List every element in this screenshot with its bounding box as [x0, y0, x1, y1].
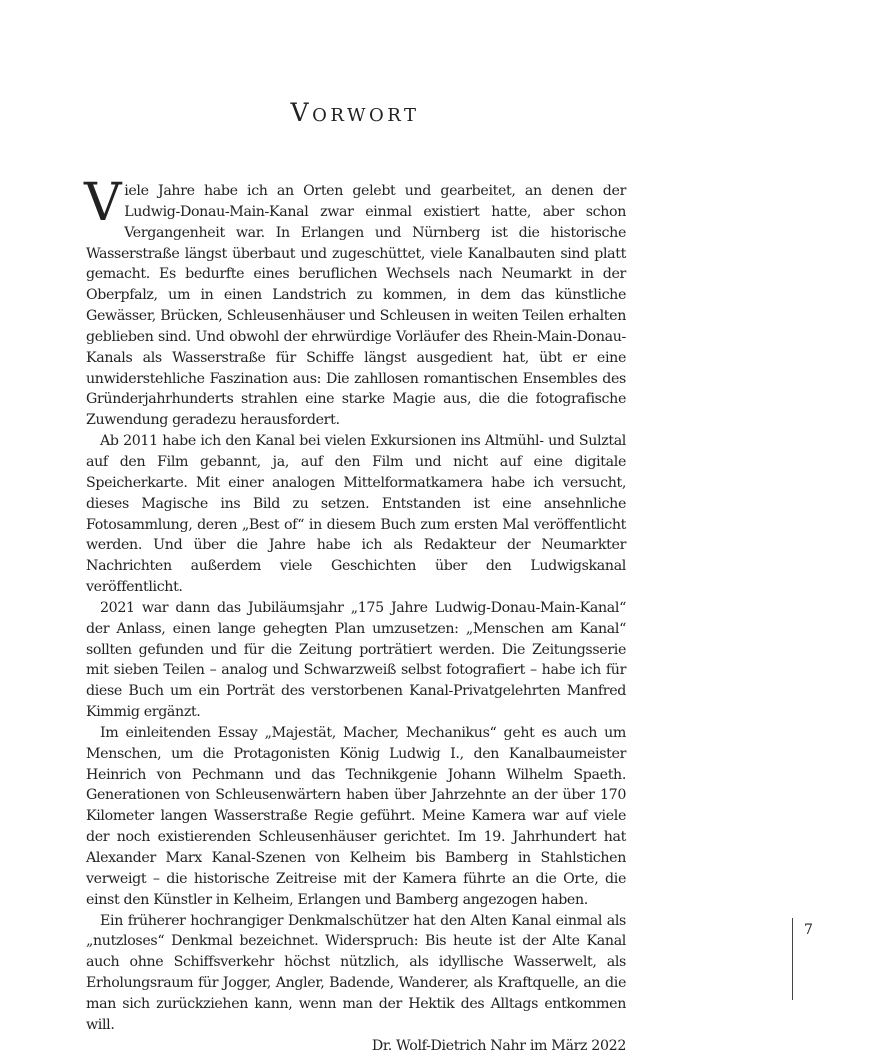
drop-cap: V: [84, 173, 122, 233]
paragraph: Ab 2011 habe ich den Kanal bei vielen Exkursionen ins Altmühl- und Sulztal auf den Film gebannt, ja, auf den Film und nicht auf eine digitale Speicherkarte. Mit einer analogen Mittelformatkamera habe ich versucht, dieses Magische ins Bild zu setzen. Entstanden ist eine ansehnliche Fotosammlung, deren „Best of“ in diesem Buch zum ersten Mal veröffentlicht werden. Und über die Jahre habe ich als Redakteur der Neumarkter Nachrichten außerdem viele Geschichten über den Ludwigskanal veröffentlicht.: [86, 433, 626, 596]
paragraph-text: iele Jahre habe ich an Orten gelebt und gearbeitet, an denen der Ludwig-Donau-Main-Kanal zwar einmal existiert hatte, aber schon Vergangenheit war. In Erlangen und Nürnberg ist die historische Wasserstraße längst überbaut und zugeschüttet, viele Kanalbauten sind platt gemacht. Es bedurfte eines beruflichen Wechsels nach Neumarkt in der Oberpfalz, um in einen Landstrich zu kommen, in dem das künstliche Gewässer, Brücken, Schleusenhäuser und Schleusen in weiten Teilen erhalten geblieben sind. Und obwohl der ehrwürdige Vorläufer des Rhein-Main-Donau-Kanals als Wasserstraße für Schiffe längst ausgedient hat, übt er eine unwiderstehliche Faszination aus: Die zahllosen romantischen Ensembles des Gründerjahrhunderts strahlen eine starke Magie aus, die die fotografische Zuwendung geradezu herausfordert.: [86, 183, 626, 429]
page-title: Vorwort: [290, 98, 420, 127]
signature: Dr. Wolf-Dietrich Nahr im März 2022: [371, 1037, 626, 1054]
body-text: [84, 173, 626, 1056]
page-number-rule: [792, 918, 793, 1000]
paragraph: 2021 war dann das Jubiläumsjahr „175 Jahre Ludwig-Donau-Main-Kanal“ der Anlass, einen lange gehegten Plan umzusetzen: „Menschen am Kanal“ sollten gefunden und für die Zeitung porträtiert werden. Die Zeitungsserie mit sieben Teilen – analog und Schwarzweiß selbst fotografiert – habe ich für diese Buch um ein Porträt des verstorbenen Kanal-Privatgelehrten Manfred Kimmig ergänzt.: [86, 599, 626, 721]
page-number: 7: [804, 922, 813, 938]
paragraph: Im einleitenden Essay „Majestät, Macher, Mechanikus“ geht es auch um Menschen, um die Protagonisten König Ludwig I., den Kanalbaumeister Heinrich von Pechmann und das Technikgenie Johann Wilhelm Spaeth. Generationen von Schleusenwärtern haben über Jahrzehnte an der über 170 Kilometer langen Wasserstraße Regie geführt. Meine Kamera war auf viele der noch existierenden Schleusenhäuser gerichtet. Im 19. Jahrhundert hat Alexander Marx Kanal-Szenen von Kelheim bis Bamberg in Stahlstichen verweigt – die historische Zeitreise mit der Kamera führte an die Orte, die einst den Künstler in Kelheim, Erlangen und Bamberg angezogen haben.: [86, 724, 626, 908]
paragraph: Ein früherer hochrangiger Denkmalschützer hat den Alten Kanal einmal als „nutzloses“ Denkmal bezeichnet. Widerspruch: Bis heute ist der Alte Kanal auch ohne Schiffsverkehr höchst nützlich, als idyllische Wasserwelt, als Erholungsraum für Jogger, Angler, Badende, Wanderer, als Kraftquelle, an die man sich zurückziehen kann, wenn man der Hektik des Alltags entkommen will.: [86, 912, 626, 1033]
paragraph: [84, 173, 626, 431]
